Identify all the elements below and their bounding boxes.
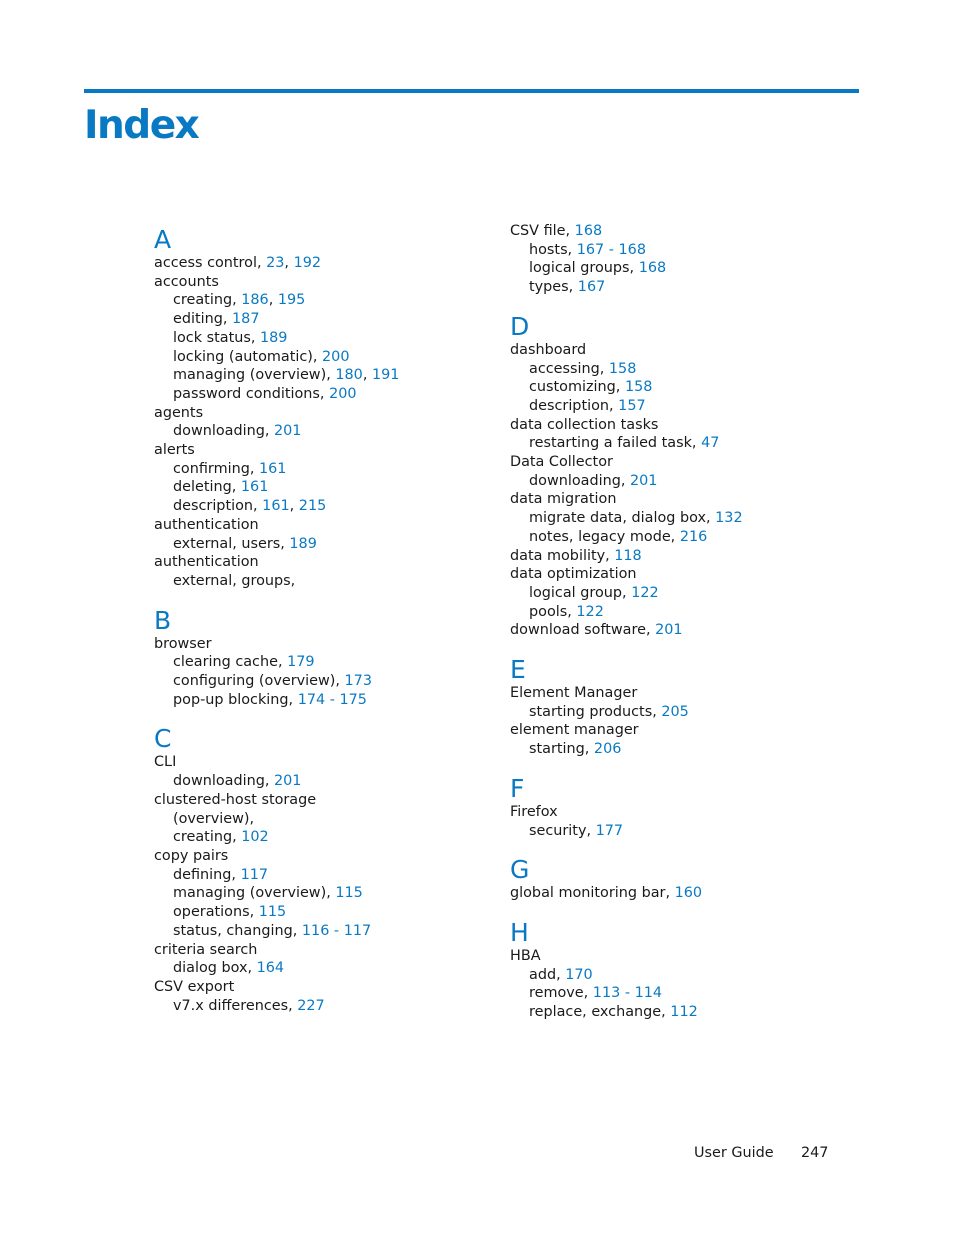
entry-text: authentication [154,516,259,533]
entry-text: Element Manager [510,685,638,702]
index-subentry [510,397,840,416]
entry-text: status, changing, [173,922,302,939]
index-column-left [154,226,484,1015]
index-subentry [154,672,484,691]
page-link[interactable]: 189 [260,329,288,346]
entry-text: clearing cache, [173,654,288,671]
index-entry [510,684,840,703]
index-entry [510,416,840,435]
page-link[interactable]: 201 [274,423,302,440]
page-link[interactable]: 167 - 168 [576,241,646,258]
entry-text: data mobility, [510,547,615,564]
entry-text: migrate data, dialog box, [529,510,716,527]
entry-text: starting, [529,741,594,758]
index-subentry [154,478,484,497]
index-entry [154,404,484,423]
page-separator: , [268,292,278,309]
entry-text: alerts [154,442,195,459]
page-link[interactable]: 215 [298,498,327,515]
index-subentry [510,259,840,278]
entry-text: browser [154,635,212,652]
index-subentry [510,378,840,397]
index-entry [510,547,840,566]
index-section [510,919,840,1022]
page-link[interactable]: 23 [266,255,285,271]
entry-text: CLI [154,754,177,771]
entry-text: downloading, [173,773,274,790]
index-subentry [154,772,484,791]
entry-text: data optimization [510,566,637,583]
index-entry [154,978,484,997]
page-title: Index [84,103,199,148]
entry-text: element manager [510,722,639,739]
entry-text: v7.x differences, [173,997,298,1014]
index-section [510,775,840,840]
index-entry [154,635,484,654]
entry-text: locking (automatic), [173,348,323,365]
entry-text: data migration [510,491,617,508]
index-subentry [154,653,484,672]
entry-text: (overview), [173,810,255,827]
entry-text: dialog box, [173,960,257,977]
entry-text: agents [154,404,204,421]
section-letter: B [154,605,172,635]
entry-text: lock status, [173,329,260,346]
page-separator: , [362,367,372,384]
page-link[interactable]: 192 [293,255,322,271]
entry-text: managing (overview), [173,367,336,384]
page-link[interactable]: 201 [630,472,658,489]
index-subentry [154,997,484,1016]
entry-text: download software, [510,622,656,639]
index-entry [510,222,840,241]
entry-text: external, groups, [173,572,296,589]
index-entry [510,621,840,640]
entry-text: restarting a failed task, [529,435,702,452]
index-subentry [154,922,484,941]
index-subentry [510,603,840,622]
page-link[interactable]: 189 [289,535,317,552]
index-entry [154,273,484,292]
index-section [154,607,484,710]
page-link[interactable]: 200 [329,385,357,402]
page-link[interactable]: 201 [655,622,683,639]
entry-text: access control, [154,255,267,271]
index-subentry [510,241,840,260]
section-letter: E [510,655,526,685]
index-subentry [154,866,484,885]
index-subentry [154,310,484,329]
index-entry [154,791,484,810]
page-link[interactable]: 180 [335,367,363,384]
index-section [154,226,484,591]
entry-text: data collection tasks [510,416,659,433]
index-subentry [154,385,484,404]
index-subentry [510,472,840,491]
index-entry [510,453,840,472]
section-letter: F [510,773,525,803]
entry-text: starting products, [529,703,662,720]
page-separator: , [289,498,299,515]
index-entry [510,341,840,360]
index-subentry [154,884,484,903]
page-link[interactable]: 161 [259,460,287,477]
index-section [510,313,840,640]
page-link[interactable]: 160 [674,885,703,902]
page-link[interactable]: 116 - 117 [301,922,372,939]
entry-text: configuring (overview), [173,673,345,690]
page-link[interactable]: 205 [661,703,689,720]
index-subentry [510,360,840,379]
page-link[interactable]: 158 [608,360,637,377]
index-subentry [510,822,840,841]
page-link[interactable]: 47 [701,435,720,452]
page-link[interactable]: 122 [631,584,659,601]
section-letter: H [510,917,529,947]
page-link[interactable]: 112 [670,1004,698,1021]
page-link[interactable]: 170 [565,966,593,983]
section-letter: D [510,311,530,341]
entry-text: logical groups, [529,260,639,277]
page-link[interactable]: 187 [232,311,260,328]
section-letter: C [154,724,172,754]
index-subentry [154,348,484,367]
index-section [154,725,484,1015]
footer-label: User Guide [694,1145,774,1161]
index-subentry [510,703,840,722]
index-entry [154,516,484,535]
index-entry [154,553,484,572]
index-entry [510,803,840,822]
entry-text: operations, [173,904,259,921]
page-link[interactable]: 201 [274,773,302,790]
index-subentry [154,572,484,591]
entry-text: pop-up blocking, [173,691,298,708]
index-subentry [510,1003,840,1022]
index-subentry [510,584,840,603]
entry-text: downloading, [529,472,630,489]
page-link[interactable]: 179 [287,654,315,671]
entry-text: external, users, [173,535,290,552]
page-link[interactable]: 117 [240,866,269,883]
entry-text: deleting, [173,479,241,496]
entry-text: notes, legacy mode, [529,528,680,545]
page-link[interactable]: 168 [638,260,667,277]
entry-text: Firefox [510,803,558,820]
index-subentry [154,959,484,978]
entry-text: CSV export [154,978,235,995]
entry-text: global monitoring bar, [510,885,675,902]
index-section [510,222,840,297]
entry-text: description, [173,498,263,515]
entry-text: customizing, [529,379,625,396]
page-link[interactable]: 118 [614,547,642,564]
entry-text: add, [529,966,566,983]
entry-text: hosts, [529,241,577,258]
index-subentry [510,966,840,985]
page-link[interactable]: 113 - 114 [592,985,663,1002]
footer-page-number: 247 [801,1145,829,1161]
entry-text: creating, [173,829,242,846]
index-subentry [154,422,484,441]
page-link[interactable]: 164 [256,960,285,977]
index-section [510,656,840,759]
entry-text: accounts [154,273,219,290]
page-separator: , [284,255,294,271]
page-link[interactable]: 195 [277,292,306,309]
header-rule [84,89,859,93]
index-subentry [154,460,484,479]
page-link[interactable]: 177 [595,822,624,839]
entry-text: password conditions, [173,385,330,402]
index-subentry [154,366,484,385]
index-column-right [510,222,840,1022]
page-link[interactable]: 168 [574,223,603,239]
index-subentry [154,291,484,310]
page-link[interactable]: 115 [258,904,287,921]
entry-text: managing (overview), [173,885,336,902]
entry-text: defining, [173,866,241,883]
entry-text: editing, [173,311,233,328]
page-link[interactable]: 167 [577,279,606,296]
entry-text: replace, exchange, [529,1004,671,1021]
index-subentry [154,691,484,710]
entry-text: authentication [154,554,259,571]
index-subentry [154,828,484,847]
index-subentry [154,810,484,829]
page-link[interactable]: 200 [322,348,350,365]
index-entry [154,254,484,273]
page-link[interactable]: 191 [371,367,400,384]
index-entry [510,884,840,903]
index-entry [510,721,840,740]
index-subentry [154,329,484,348]
page-link[interactable]: 174 - 175 [297,691,367,708]
page-link[interactable]: 132 [715,510,743,527]
entry-text: logical group, [529,584,632,601]
index-subentry [510,278,840,297]
section-letter: G [510,855,530,885]
page-link[interactable]: 161 [262,498,290,515]
entry-text: security, [529,822,596,839]
entry-text: HBA [510,947,541,964]
page-link[interactable]: 216 [679,528,708,545]
page-link[interactable]: 158 [624,379,653,396]
entry-text: accessing, [529,360,609,377]
page-link[interactable]: 161 [240,479,269,496]
index-subentry [154,535,484,554]
page-link[interactable]: 186 [241,292,269,309]
index-subentry [510,509,840,528]
index-entry [154,441,484,460]
page-link[interactable]: 157 [618,397,646,414]
page-link[interactable]: 122 [576,603,604,620]
entry-text: types, [529,279,578,296]
page-link[interactable]: 227 [297,997,325,1014]
index-entry [154,847,484,866]
index-subentry [510,528,840,547]
entry-text: Data Collector [510,454,613,471]
index-subentry [510,984,840,1003]
index-entry [510,565,840,584]
entry-text: CSV file, [510,223,575,239]
index-subentry [154,903,484,922]
page-link[interactable]: 102 [241,829,269,846]
entry-text: dashboard [510,341,587,358]
index-entry [510,947,840,966]
entry-text: downloading, [173,423,274,440]
page-link[interactable]: 206 [593,741,622,758]
page-link[interactable]: 173 [344,673,372,690]
section-letter: A [154,225,172,254]
index-entry [510,490,840,509]
entry-text: confirming, [173,460,259,477]
index-subentry [510,740,840,759]
entry-text: criteria search [154,941,258,958]
page-link[interactable]: 115 [335,885,363,902]
entry-text: clustered-host storage [154,791,317,808]
entry-text: pools, [529,603,577,620]
index-entry [154,941,484,960]
entry-text: description, [529,397,619,414]
entry-text: copy pairs [154,847,229,864]
entry-text: remove, [529,985,593,1002]
index-subentry [510,434,840,453]
index-subentry [154,497,484,516]
index-entry [154,753,484,772]
entry-text: creating, [173,292,242,309]
index-section [510,856,840,903]
